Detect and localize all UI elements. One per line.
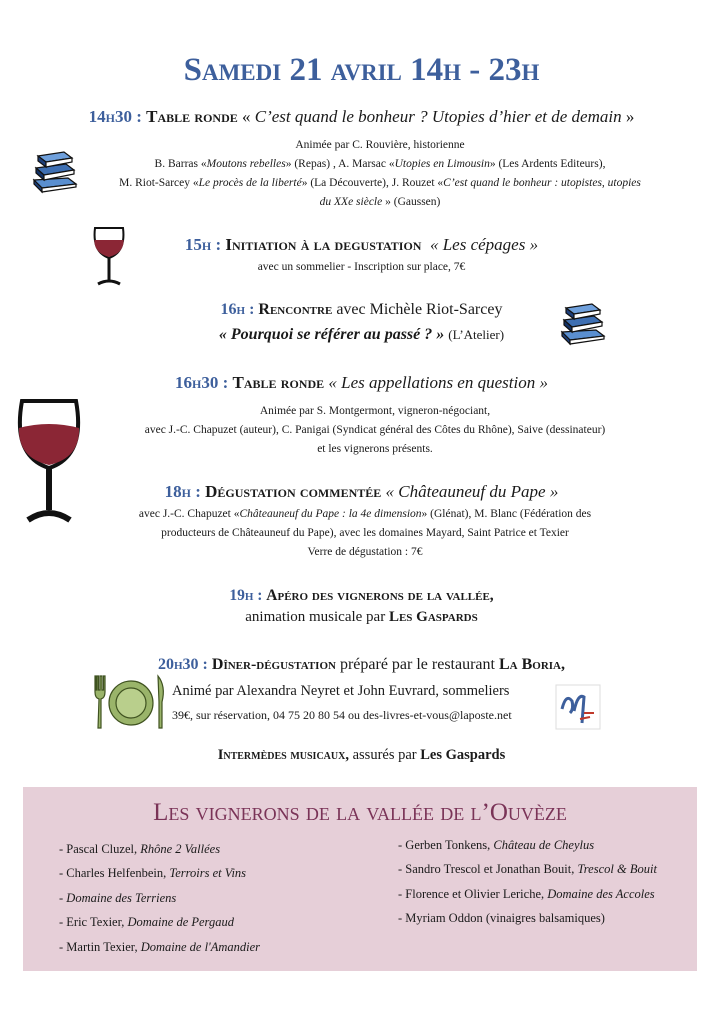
page-title: Samedi 21 avril 14h - 23h [183,52,540,88]
event-1-quote-close: » [625,107,635,126]
event-7-time: 20h30 : [158,656,208,673]
event-7-restaurant: La Boria, [498,656,565,673]
list-item: - Pascal Cluzel, Rhône 2 Vallées [59,842,221,856]
event-3-after: avec Michèle Riot-Sarcey [336,301,503,318]
event-3-time: 16h : [220,301,255,318]
event-5-line-2: producteurs de Châteauneuf du Pape), avec les domaines Mayard, Saint Patrice et Texier [161,527,569,539]
event-5-label: Dégustation commentée [205,482,382,501]
books-icon [558,300,606,346]
event-6-band: Les Gaspards [388,609,478,625]
vignerons-box [23,787,697,971]
event-5-title: « Châteauneuf du Pape » [385,482,559,501]
event-1-quote-open: « [242,107,251,126]
intermedes-band: Les Gaspards [420,747,506,763]
event-5-line-3: Verre de dégustation : 7€ [307,546,423,558]
event-4-line-2: avec J.-C. Chapuzet (auteur), C. Panigai (Syndicat général des Côtes du Rhône), Saive (dessinateur) [144,424,606,436]
event-1-line-4: du XXe siècle » (Gaussen) [319,196,441,208]
event-6-line-1: animation musicale par Les Gaspards [245,609,478,625]
event-5-heading [0,482,723,502]
event-7-after: préparé par le restaurant [339,656,495,673]
event-7-line-2: 39€, sur réservation, 04 75 20 80 54 ou des-livres-et-vous@laposte.net [172,708,512,722]
books-icon [30,148,78,194]
event-6-time: 19h : [229,587,263,604]
list-item: - Myriam Oddon (vinaigres balsamiques) [398,911,605,926]
event-1-label: Table ronde [146,107,238,126]
event-4-heading [0,373,723,393]
event-4-details [60,402,690,459]
event-1-line-2: B. Barras «Moutons rebelles» (Repas) , A. Marsac «Utopies en Limousin» (Les Ardents Editeurs), [154,158,606,170]
event-7-line-1: Animé par Alexandra Neyret et John Euvrard, sommeliers [172,683,510,699]
event-2-title: « Les cépages » [429,235,539,254]
vignerons-right-list [398,833,657,931]
list-item: - Martin Texier, Domaine de l'Amandier [59,939,261,954]
list-item: - Gerben Tonkens, Château de Cheylus [398,838,595,852]
event-2-heading [0,235,723,255]
event-2-label: Initiation à la degustation [225,235,422,254]
list-item: - Florence et Olivier Leriche, Domaine des Accoles [398,886,655,901]
event-6-label: Apéro des vignerons de la vallée, [266,587,494,604]
event-3-label: Rencontre [258,301,333,318]
event-6-heading [0,587,723,605]
event-1-title: C’est quand le bonheur ? Utopies d’hier et de demain [254,107,622,126]
event-3-publisher: (L’Atelier) [448,327,505,342]
intermedes-label: Intermèdes musicaux, [217,747,349,763]
cutlery-plate-icon [92,672,168,732]
list-item: - Domaine des Terriens [59,890,177,905]
event-1-line-3: M. Riot-Sarcey «Le procès de la liberté» (La Découverte), J. Rouzet «C’est quand le bonheur : utopistes, utopies [119,177,641,189]
event-2-time: 15h : [184,235,222,254]
event-3-heading [0,301,723,319]
event-4-label: Table ronde [232,373,325,392]
intermedes-line [0,747,723,764]
event-3-title: « Pourquoi se référer au passé ? » [218,326,445,343]
event-4-title: « Les appellations en question » [328,373,548,392]
event-5-details [60,505,670,562]
event-1-line-1: Animée par C. Rouvière, historienne [295,139,465,151]
logo-icon [554,683,602,731]
vignerons-left-list [59,837,260,959]
list-item: - Charles Helfenbein, Terroirs et Vins [59,866,247,881]
event-5-time: 18h : [164,482,201,501]
event-1-time: 14h30 : [88,107,142,126]
list-item: - Eric Texier, Domaine de Pergaud [59,915,234,930]
event-3-subheading [0,326,723,344]
vignerons-title: Les vignerons de la vallée de l’Ouvèze [153,799,567,826]
event-7-label: Dîner-dégustation [211,656,336,673]
event-2-line-1: avec un sommelier - Inscription sur place, 7€ [257,261,466,273]
event-5-line-1: avec J.-C. Chapuzet «Châteauneuf du Pape : la 4e dimension» (Glénat), M. Blanc (Fédération des [138,508,592,520]
intermedes-after: assurés par [352,747,417,763]
event-4-line-1: Animée par S. Montgermont, vigneron-négociant, [259,405,491,417]
event-1-heading [0,107,723,127]
event-4-time: 16h30 : [175,373,229,392]
event-1-details [80,136,680,212]
list-item: - Sandro Trescol et Jonathan Bouit, Trescol & Bouit [398,862,657,877]
event-4-line-3: et les vignerons présents. [317,443,433,455]
